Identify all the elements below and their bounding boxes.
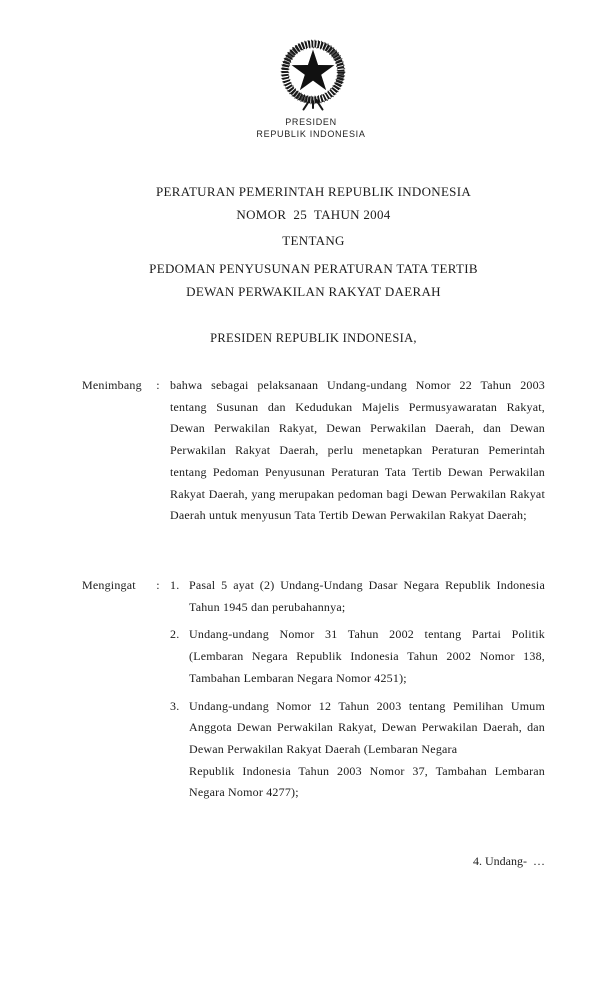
legal-basis-body bbox=[170, 575, 545, 810]
legal-item-paragraph: Republik Indonesia Tahun 2003 Nomor 37, Tambahan Lembaran Negara Nomor 4277); bbox=[189, 763, 545, 800]
star-icon bbox=[292, 50, 335, 91]
legal-item-text bbox=[189, 696, 545, 805]
title-subject-line-2: DEWAN PERWAKILAN RAKYAT DAERAH bbox=[186, 284, 441, 299]
star-wreath-emblem-icon bbox=[277, 39, 349, 113]
legal-item-text bbox=[189, 624, 545, 689]
legal-item-paragraph: Undang-undang Nomor 12 Tahun 2003 tentang Pemilihan Umum Anggota Dewan Perwakilan Rakyat, Dewan Perwakilan Daerah, dan Dewan Perwakilan Rakyat Daerah (Lembaran Negara bbox=[189, 698, 545, 756]
legal-basis-item bbox=[170, 696, 545, 805]
legal-basis-colon: : bbox=[156, 578, 160, 592]
legal-item-number: 2. bbox=[170, 627, 180, 642]
letterhead-republik-indonesia: REPUBLIK INDONESIA bbox=[256, 129, 366, 139]
legal-basis-item bbox=[170, 624, 545, 689]
title-subject-line-1: PEDOMAN PENYUSUNAN PERATURAN TATA TERTIB bbox=[149, 261, 478, 276]
legal-item-text bbox=[189, 575, 545, 618]
legal-basis-section bbox=[82, 575, 545, 810]
legal-item-number: 1. bbox=[170, 578, 180, 592]
considering-colon: : bbox=[156, 378, 160, 392]
legal-basis-label: Mengingat bbox=[82, 578, 136, 592]
title-tentang-label: TENTANG bbox=[282, 233, 345, 248]
document-title bbox=[82, 180, 545, 303]
legal-item-paragraph: Pasal 5 ayat (2) Undang-Undang Dasar Negara Republik Indonesia Tahun 1945 dan perubahannya; bbox=[189, 578, 545, 614]
legal-item-paragraph: Undang-undang Nomor 31 Tahun 2002 tentang Partai Politik (Lembaran Negara Republik Indonesia Tahun 2002 Nomor 138, Tambahan Lembaran Negara Nomor 4251); bbox=[189, 627, 545, 685]
considering-section bbox=[82, 375, 545, 527]
considering-body bbox=[170, 375, 545, 527]
legal-basis-item bbox=[170, 575, 545, 618]
page-catchword: 4. Undang- … bbox=[473, 854, 545, 868]
legal-item-number: 3. bbox=[170, 698, 180, 713]
letterhead-presiden: PRESIDEN bbox=[285, 117, 337, 127]
considering-label: Menimbang bbox=[82, 378, 142, 392]
title-regulation-name: PERATURAN PEMERINTAH REPUBLIK INDONESIA bbox=[155, 184, 472, 199]
salutation: PRESIDEN REPUBLIK INDONESIA, bbox=[210, 331, 417, 345]
letterhead bbox=[10, 116, 612, 140]
considering-paragraph: bahwa sebagai pelaksanaan Undang-undang Nomor 22 Tahun 2003 tentang Susunan dan Kedudukan Majelis Permusyawaratan Rakyat, Dewan Perwakilan Rakyat, Dewan Perwakilan Daerah, dan Dewan Perwakilan Rakyat Daerah, perlu menetapkan Peraturan Pemerintah tentang Pedoman Penyusunan Peraturan Tata Tertib Dewan Perwakilan Rakyat Daerah, yang merupakan pedoman bagi Dewan Perwakilan Rakyat Daerah untuk menyusun Tata Tertib Dewan Perwakilan Rakyat Daerah; bbox=[170, 378, 545, 523]
title-regulation-number: NOMOR 25 TAHUN 2004 bbox=[236, 207, 391, 222]
